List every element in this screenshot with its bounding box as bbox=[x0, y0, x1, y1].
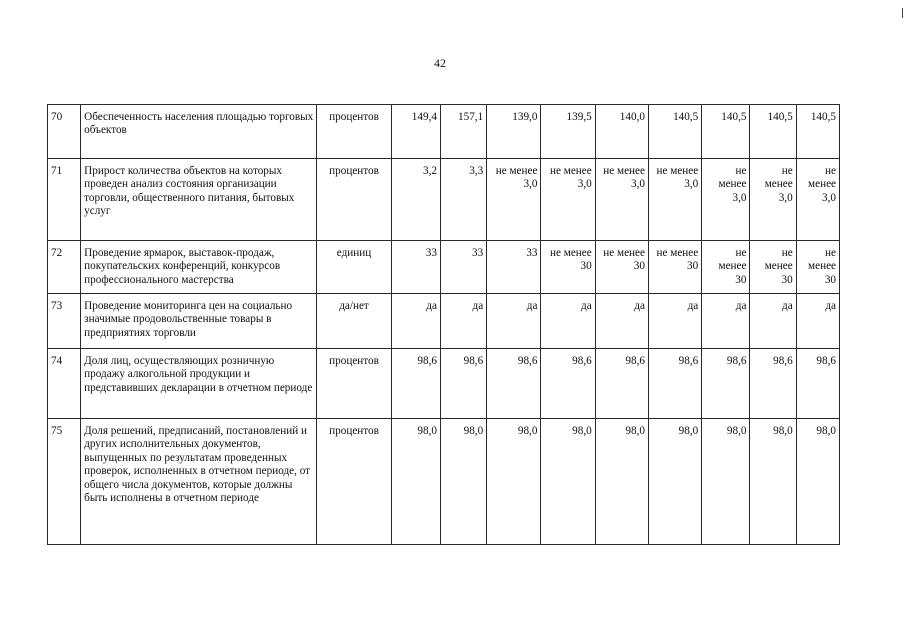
value-cell: 98,0 bbox=[648, 419, 701, 545]
value-cell: 98,0 bbox=[702, 419, 750, 545]
table-row bbox=[48, 419, 840, 545]
table-body bbox=[48, 105, 840, 545]
indicators-table bbox=[47, 104, 840, 545]
value-cell: да bbox=[648, 294, 701, 349]
row-number-cell: 73 bbox=[48, 294, 81, 349]
unit-cell: процентов bbox=[317, 159, 391, 241]
value-cell: 98,6 bbox=[541, 349, 595, 419]
value-cell: да bbox=[541, 294, 595, 349]
unit-cell: да/нет bbox=[317, 294, 391, 349]
value-cell: 98,6 bbox=[796, 349, 839, 419]
value-cell: да bbox=[702, 294, 750, 349]
unit-cell: процентов bbox=[317, 105, 391, 159]
value-cell: не менее 3,0 bbox=[796, 159, 839, 241]
indicator-name-cell: Доля решений, предписаний, постановлений и других исполнительных документов, выпущенных по результатам проведенных проверок, исполненных в отчетном периоде, от общего числа документов, которые должны быть исполнены в отчетном периоде bbox=[81, 419, 317, 545]
value-cell: да bbox=[440, 294, 486, 349]
value-cell: не менее 30 bbox=[595, 241, 648, 294]
value-cell: да bbox=[750, 294, 796, 349]
value-cell: 98,0 bbox=[595, 419, 648, 545]
value-cell: 98,0 bbox=[796, 419, 839, 545]
row-number-cell: 74 bbox=[48, 349, 81, 419]
row-number-cell: 75 bbox=[48, 419, 81, 545]
value-cell: 98,6 bbox=[750, 349, 796, 419]
value-cell: 140,5 bbox=[648, 105, 701, 159]
value-cell: не менее 30 bbox=[648, 241, 701, 294]
unit-cell: процентов bbox=[317, 349, 391, 419]
unit-cell: единиц bbox=[317, 241, 391, 294]
value-cell: не менее 3,0 bbox=[648, 159, 701, 241]
row-number-cell: 72 bbox=[48, 241, 81, 294]
value-cell: не менее 30 bbox=[796, 241, 839, 294]
value-cell: 33 bbox=[487, 241, 541, 294]
value-cell: 139,5 bbox=[541, 105, 595, 159]
value-cell: 98,6 bbox=[391, 349, 440, 419]
value-cell: не менее 3,0 bbox=[595, 159, 648, 241]
value-cell: не менее 30 bbox=[541, 241, 595, 294]
value-cell: 98,6 bbox=[648, 349, 701, 419]
value-cell: 140,0 bbox=[595, 105, 648, 159]
unit-cell: процентов bbox=[317, 419, 391, 545]
value-cell: не менее 30 bbox=[750, 241, 796, 294]
value-cell: 98,6 bbox=[595, 349, 648, 419]
value-cell: 98,0 bbox=[750, 419, 796, 545]
value-cell: не менее 3,0 bbox=[541, 159, 595, 241]
table-row bbox=[48, 159, 840, 241]
value-cell: 157,1 bbox=[440, 105, 486, 159]
indicator-name-cell: Проведение ярмарок, выставок-продаж, покупательских конференций, конкурсов профессионального мастерства bbox=[81, 241, 317, 294]
value-cell: 33 bbox=[440, 241, 486, 294]
value-cell: 3,3 bbox=[440, 159, 486, 241]
value-cell: 98,0 bbox=[440, 419, 486, 545]
value-cell: не менее 3,0 bbox=[702, 159, 750, 241]
value-cell: 140,5 bbox=[750, 105, 796, 159]
scan-edge-mark bbox=[902, 8, 903, 18]
row-number-cell: 71 bbox=[48, 159, 81, 241]
value-cell: 33 bbox=[391, 241, 440, 294]
value-cell: да bbox=[595, 294, 648, 349]
value-cell: 98,0 bbox=[487, 419, 541, 545]
indicator-name-cell: Обеспеченность населения площадью торговых объектов bbox=[81, 105, 317, 159]
table-row bbox=[48, 349, 840, 419]
value-cell: да bbox=[796, 294, 839, 349]
value-cell: да bbox=[391, 294, 440, 349]
table-row bbox=[48, 241, 840, 294]
value-cell: 98,6 bbox=[487, 349, 541, 419]
value-cell: 98,6 bbox=[702, 349, 750, 419]
value-cell: 140,5 bbox=[702, 105, 750, 159]
table-row bbox=[48, 105, 840, 159]
value-cell: 149,4 bbox=[391, 105, 440, 159]
value-cell: да bbox=[487, 294, 541, 349]
value-cell: 140,5 bbox=[796, 105, 839, 159]
value-cell: 3,2 bbox=[391, 159, 440, 241]
value-cell: 139,0 bbox=[487, 105, 541, 159]
indicator-name-cell: Проведение мониторинга цен на социально значимые продовольственные товары в предприятиях торговли bbox=[81, 294, 317, 349]
value-cell: 98,6 bbox=[440, 349, 486, 419]
value-cell: 98,0 bbox=[391, 419, 440, 545]
table-row bbox=[48, 294, 840, 349]
value-cell: не менее 30 bbox=[702, 241, 750, 294]
page-number: 42 bbox=[434, 56, 446, 70]
row-number-cell: 70 bbox=[48, 105, 81, 159]
value-cell: не менее 3,0 bbox=[487, 159, 541, 241]
indicator-name-cell: Доля лиц, осуществляющих розничную продажу алкогольной продукции и представивших декларации в отчетном периоде bbox=[81, 349, 317, 419]
indicator-name-cell: Прирост количества объектов на которых проведен анализ состояния организации торговли, общественного питания, бытовых услуг bbox=[81, 159, 317, 241]
value-cell: не менее 3,0 bbox=[750, 159, 796, 241]
value-cell: 98,0 bbox=[541, 419, 595, 545]
